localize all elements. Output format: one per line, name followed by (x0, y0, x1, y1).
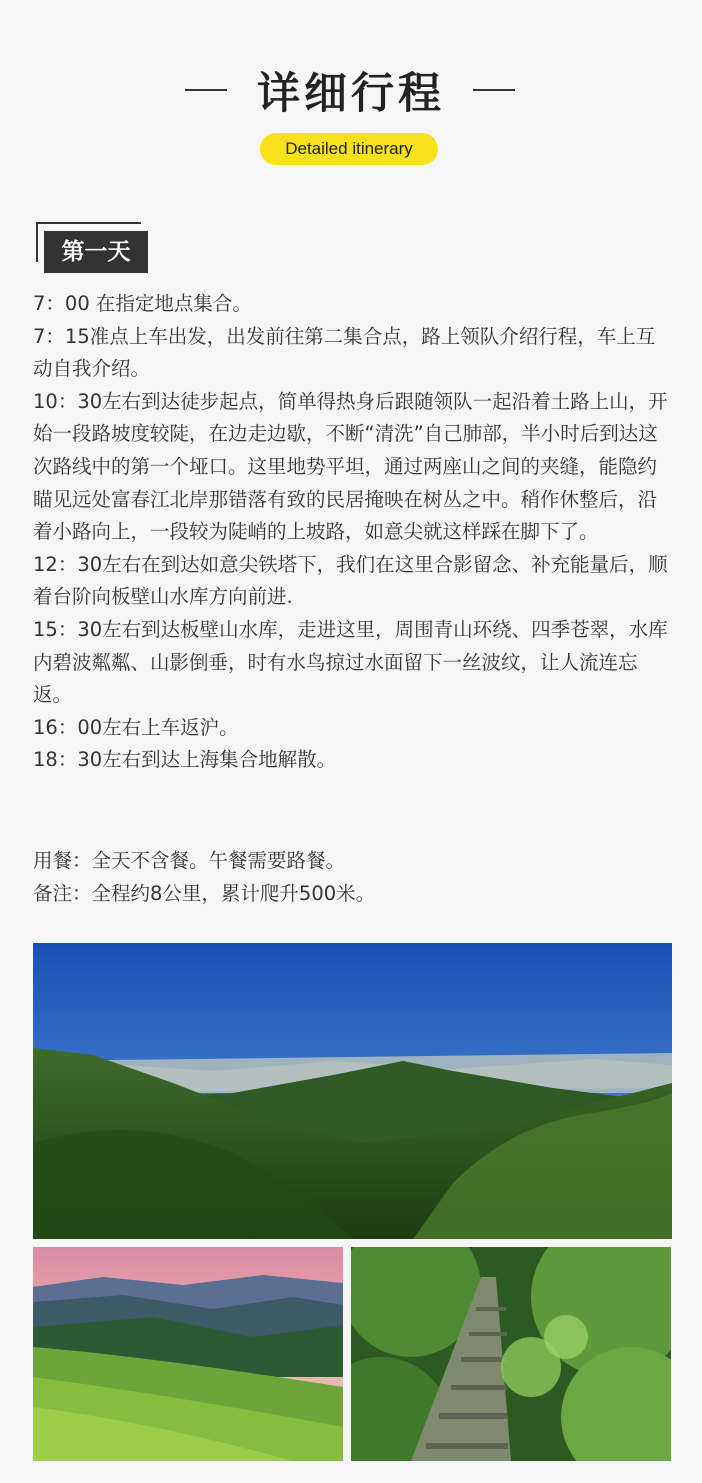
itinerary-item: 18：30左右到达上海集合地解散。 (33, 748, 337, 772)
section-header (0, 52, 702, 122)
mountain-panorama-photo (33, 943, 672, 1239)
itinerary-item: 16：00左右上车返沪。 (33, 715, 239, 739)
itinerary-item: 7：15准点上车出发，出发前往第二集合点，路上领队介绍行程，车上互动自我介绍。 (33, 324, 656, 381)
itinerary-item: 15：30左右到达板壁山水库，走进这里，周围青山环绕、四季苍翠，水库内碧波粼粼、山影倒垂，时有水鸟掠过水面留下一丝波纹，让人流连忘返。 (33, 617, 668, 707)
tea-terrace-photo (33, 1247, 343, 1461)
page-title: 详细行程 (257, 69, 445, 119)
itinerary-item: 12：30左右在到达如意尖铁塔下，我们在这里合影留念、补充能量后，顺着台阶向板壁山水库方向前进. (33, 552, 668, 609)
forest-stairs-photo (351, 1247, 671, 1461)
title-dash-right (473, 89, 515, 91)
subtitle-pill: Detailed itinerary (260, 133, 438, 165)
day-badge: 第一天 (44, 231, 148, 273)
notes (33, 845, 673, 910)
remark-note: 备注：全程约8公里，累计爬升500米。 (33, 881, 376, 905)
itinerary-item: 10：30左右到达徒步起点，简单得热身后跟随领队一起沿着土路上山，开始一段路坡度较陡，在边走边歇，不断“清洗”自己肺部，半小时后到达这次路线中的第一个垭口。这里地势平坦，通过两座山之间的夹缝，能隐约瞄见远处富春江北岸那错落有致的民居掩映在树丛之中。稍作休整后，沿着小路向上，一段较为陡峭的上坡路，如意尖就这样踩在脚下了。 (33, 389, 668, 544)
itinerary-item: 7：00 在指定地点集合。 (33, 292, 252, 315)
itinerary-text (33, 288, 673, 777)
meals-note: 用餐：全天不含餐。午餐需要路餐。 (33, 849, 346, 872)
day-label (33, 222, 153, 276)
